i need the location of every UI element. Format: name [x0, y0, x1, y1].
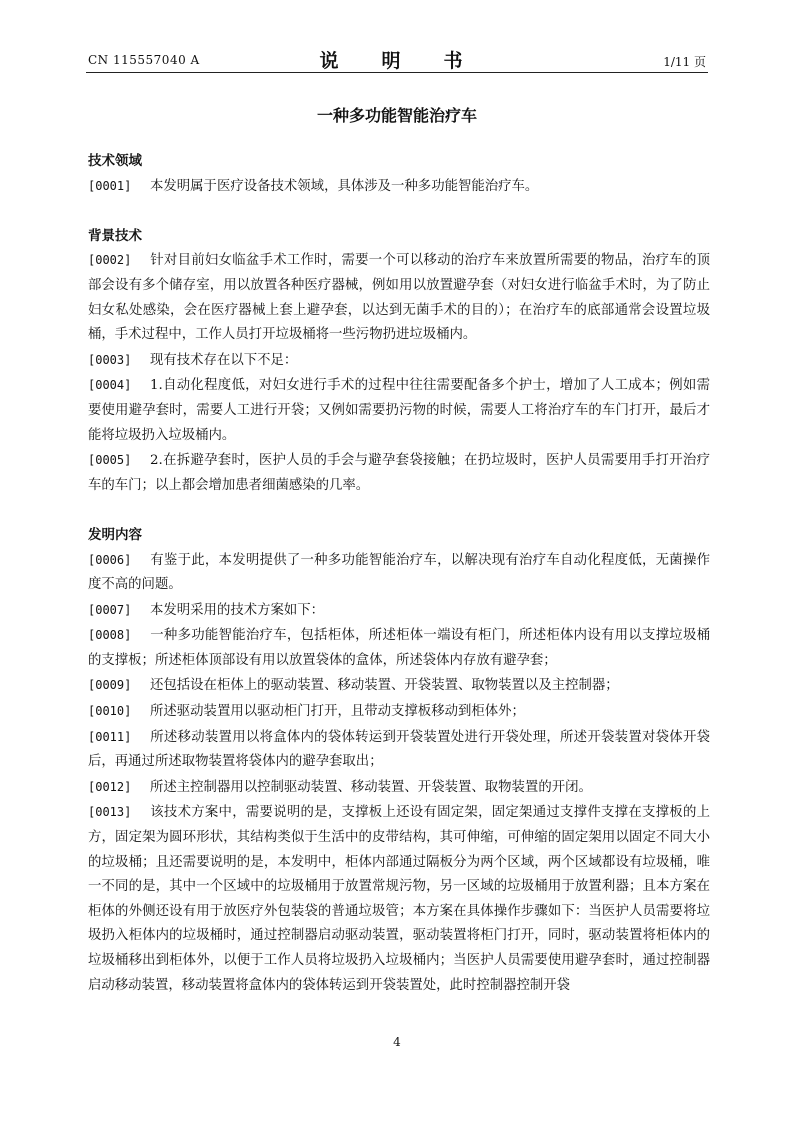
- paragraph: [88, 699, 710, 725]
- paragraph-number: [0005]: [88, 453, 132, 468]
- paragraph-text: 1.自动化程度低，对妇女进行手术的过程中往往需要配备多个护士，增加了人工成本；例如需要使用避孕套时，需要人工进行开袋；又例如需要扔污物的时候，需要人工将治疗车的车门打开，最后才能将垃圾扔入垃圾桶内。: [88, 378, 710, 443]
- paragraph: [88, 373, 710, 448]
- publication-number: CN 115557040 A: [88, 53, 200, 67]
- section-heading: 技术领域: [88, 153, 142, 169]
- page-number: 4: [393, 1035, 401, 1049]
- paragraph: [88, 725, 710, 775]
- paragraph-text: 所述移动装置用以将盒体内的袋体转运到开袋装置处进行开袋处理，所述开袋装置对袋体开袋后，再通过所述取物装置将袋体内的避孕套取出；: [88, 729, 710, 770]
- paragraph-text: 本发明采用的技术方案如下：: [150, 602, 325, 618]
- paragraph-text: 所述驱动装置用以驱动柜门打开，且带动支撑板移动到柜体外；: [150, 704, 525, 720]
- paragraph-number: [0007]: [88, 602, 132, 617]
- paragraph-number: [0013]: [88, 805, 132, 820]
- paragraph-text: 现有技术存在以下不足：: [150, 352, 298, 368]
- paragraph-text: 该技术方案中，需要说明的是，支撑板上还设有固定架，固定架通过支撑件支撑在支撑板的上方，固定架为圆环形状，其结构类似于生活中的皮带结构，其可伸缩，可伸缩的固定架用以固定不同大小的垃圾桶；且还需要说明的是，本发明中，柜体内部通过隔板分为两个区域，两个区域都设有垃圾桶，唯一不同的是，其中一个区域中的垃圾桶用于放置常规污物，另一区域的垃圾桶用于放置利器；且本方案在柜体的外侧还设有用于放医疗外包装袋的普通垃圾管；本方案在具体操作步骤如下：当医护人员需要将垃圾扔入柜体内的垃圾桶时，通过控制器启动驱动装置，驱动装置将柜门打开，同时，驱动装置将柜体内的垃圾桶移出到柜体外，以便于工作人员将垃圾扔入垃圾桶内；当医护人员需要使用避孕套时，通过控制器启动移动装置，移动装置将盒体内的袋体转运到开袋装置处，此时控制器控制开袋: [88, 805, 710, 993]
- paragraph-text: 所述主控制器用以控制驱动装置、移动装置、开袋装置、取物装置的开闭。: [150, 779, 592, 795]
- paragraph-text: 针对目前妇女临盆手术工作时，需要一个可以移动的治疗车来放置所需要的物品，治疗车的顶部会设有多个储存室，用以放置各种医疗器械，例如用以放置避孕套（对妇女进行临盆手术时，为了防止妇女私处感染，会在医疗器械上套上避孕套，以达到无菌手术的目的）；在治疗车的底部通常会设置垃圾桶，手术过程中，工作人员打开垃圾桶将一些污物扔进垃圾桶内。: [88, 253, 710, 343]
- page-counter: 1/11 页: [663, 55, 706, 69]
- document-title: 一种多功能智能治疗车: [316, 106, 477, 125]
- paragraph-number: [0004]: [88, 378, 132, 393]
- paragraph: [88, 448, 710, 498]
- paragraph: [88, 348, 710, 374]
- paragraph-number: [0008]: [88, 628, 132, 643]
- section-background: [88, 224, 710, 499]
- document-body: [88, 149, 710, 998]
- paragraph-number: [0011]: [88, 729, 132, 744]
- paragraph-number: [0003]: [88, 352, 132, 367]
- paragraph-number: [0009]: [88, 678, 132, 693]
- section-summary: [88, 523, 710, 998]
- paragraph-number: [0006]: [88, 552, 132, 567]
- header-rule: [86, 72, 708, 73]
- document-type: 说 明 书: [319, 50, 475, 72]
- paragraph-text: 有鉴于此，本发明提供了一种多功能智能治疗车，以解决现有治疗车自动化程度低，无菌操作度不高的问题。: [88, 552, 710, 593]
- paragraph: [88, 623, 710, 673]
- paragraph-number: [0010]: [88, 704, 132, 719]
- paragraph-number: [0002]: [88, 253, 132, 268]
- paragraph: [88, 775, 710, 801]
- paragraph: [88, 800, 710, 998]
- paragraph: [88, 548, 710, 598]
- paragraph-text: 一种多功能智能治疗车，包括柜体，所述柜体一端设有柜门，所述柜体内设有用以支撑垃圾桶的支撑板；所述柜体顶部设有用以放置袋体的盒体，所述袋体内存放有避孕套；: [88, 628, 710, 668]
- paragraph: [88, 598, 710, 624]
- paragraph-text: 本发明属于医疗设备技术领域，具体涉及一种多功能智能治疗车。: [150, 178, 539, 194]
- section-heading: 发明内容: [88, 526, 142, 543]
- paragraph: [88, 174, 710, 200]
- paragraph-number: [0001]: [88, 178, 132, 193]
- paragraph-number: [0012]: [88, 779, 132, 794]
- paragraph: [88, 248, 710, 347]
- paragraph-text: 2.在拆避孕套时，医护人员的手会与避孕套袋接触；在扔垃圾时，医护人员需要用手打开治疗车的车门；以上都会增加患者细菌感染的几率。: [88, 453, 710, 493]
- section-heading: 背景技术: [88, 227, 142, 244]
- paragraph: [88, 673, 710, 699]
- section-technical-field: [88, 149, 710, 199]
- paragraph-text: 还包括设在柜体上的驱动装置、移动装置、开袋装置、取物装置以及主控制器；: [150, 678, 619, 694]
